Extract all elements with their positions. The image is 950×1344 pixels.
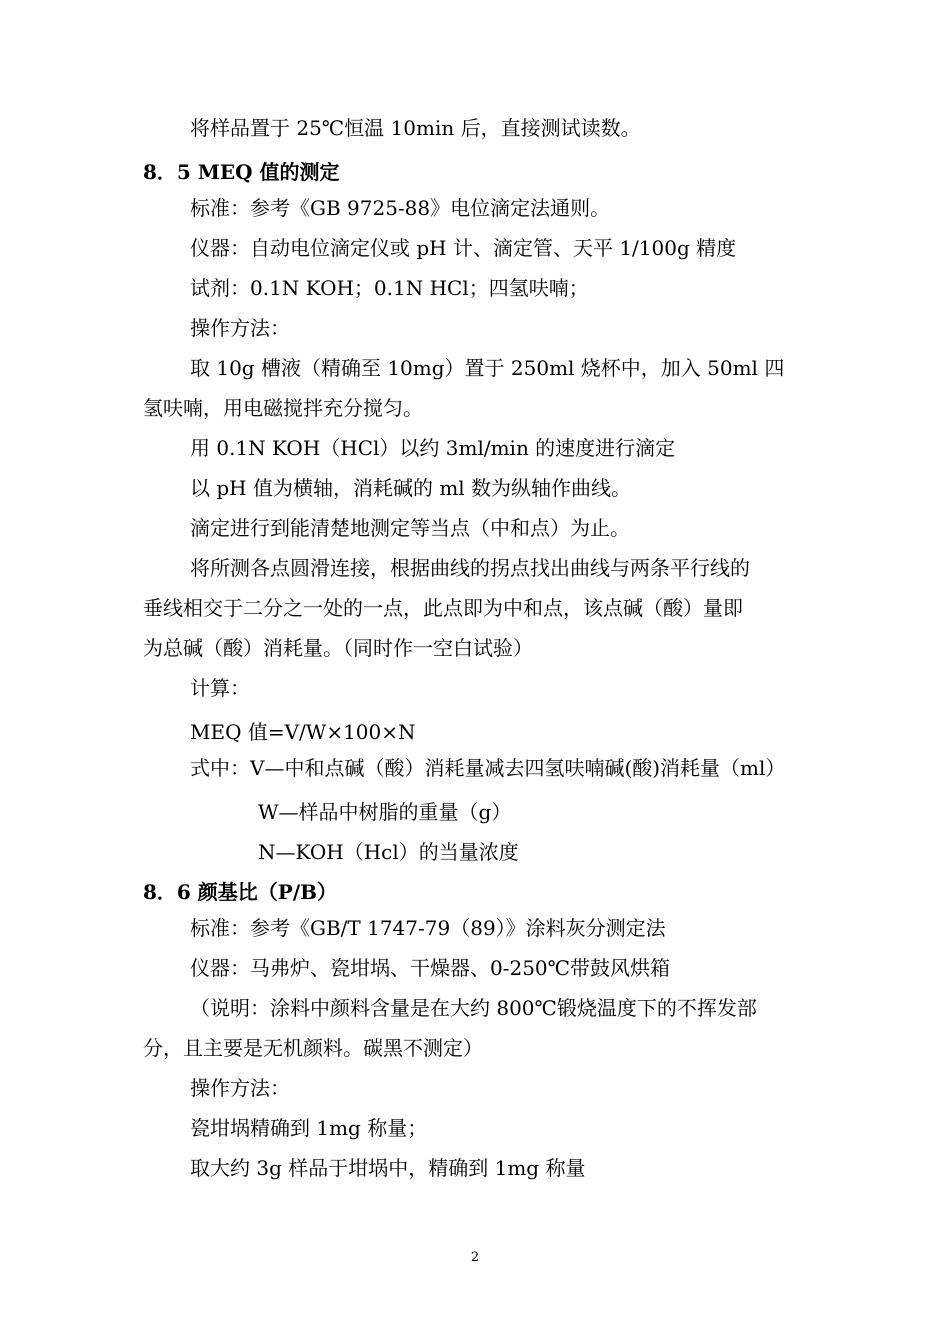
paragraph-line: 标准：参考《GB/T 1747-79（89）》涂料灰分测定法 xyxy=(190,916,666,940)
paragraph-line: （说明：涂料中颜料含量是在大约 800℃锻烧温度下的不挥发部 xyxy=(190,996,757,1020)
paragraph-line: 试剂：0.1N KOH；0.1N HCl；四氢呋喃； xyxy=(190,276,589,300)
paragraph-line: 氢呋喃，用电磁搅拌充分搅匀。 xyxy=(143,396,423,420)
paragraph-line: 用 0.1N KOH（HCl）以约 3ml/min 的速度进行滴定 xyxy=(190,436,676,460)
paragraph-line: 瓷坩埚精确到 1mg 称量； xyxy=(190,1116,428,1140)
paragraph-line: W—样品中树脂的重量（g） xyxy=(258,800,512,824)
paragraph-line: 将样品置于 25℃恒温 10min 后，直接测试读数。 xyxy=(190,116,641,140)
paragraph-line: N—KOH（Hcl）的当量浓度 xyxy=(258,840,519,864)
paragraph-line: 式中：V—中和点碱（酸）消耗量减去四氢呋喃碱(酸)消耗量（ml） xyxy=(190,756,786,780)
paragraph-line: 为总碱（酸）消耗量。（同时作一空白试验） xyxy=(143,636,533,660)
paragraph-line: 标准：参考《GB 9725-88》电位滴定法通则。 xyxy=(190,196,611,220)
paragraph-line: 滴定进行到能清楚地测定等当点（中和点）为止。 xyxy=(190,516,630,540)
paragraph-line: 取大约 3g 样品于坩埚中，精确到 1mg 称量 xyxy=(190,1156,586,1180)
paragraph-line: 操作方法： xyxy=(190,316,290,340)
section-heading-8-6: 8．6 颜基比（P/B） xyxy=(143,880,338,904)
paragraph-line: 仪器：马弗炉、瓷坩埚、干燥器、0-250℃带鼓风烘箱 xyxy=(190,956,671,980)
paragraph-line: 仪器：自动电位滴定仪或 pH 计、滴定管、天平 1/100g 精度 xyxy=(190,236,737,260)
formula-line: MEQ 值=V/W×100×N xyxy=(190,720,416,744)
paragraph-line: 计算： xyxy=(190,676,250,700)
paragraph-line: 操作方法： xyxy=(190,1076,290,1100)
section-heading-8-5: 8．5 MEQ 值的测定 xyxy=(143,160,340,184)
paragraph-line: 以 pH 值为横轴，消耗碱的 ml 数为纵轴作曲线。 xyxy=(190,476,632,500)
paragraph-line: 取 10g 槽液（精确至 10mg）置于 250ml 烧杯中，加入 50ml 四 xyxy=(190,356,785,380)
paragraph-line: 分，且主要是无机颜料。碳黑不测定） xyxy=(143,1036,483,1060)
paragraph-line: 将所测各点圆滑连接，根据曲线的拐点找出曲线与两条平行线的 xyxy=(190,556,750,580)
paragraph-line: 垂线相交于二分之一处的一点，此点即为中和点，该点碱（酸）量即 xyxy=(143,596,743,620)
page-number: 2 xyxy=(470,1250,480,1265)
